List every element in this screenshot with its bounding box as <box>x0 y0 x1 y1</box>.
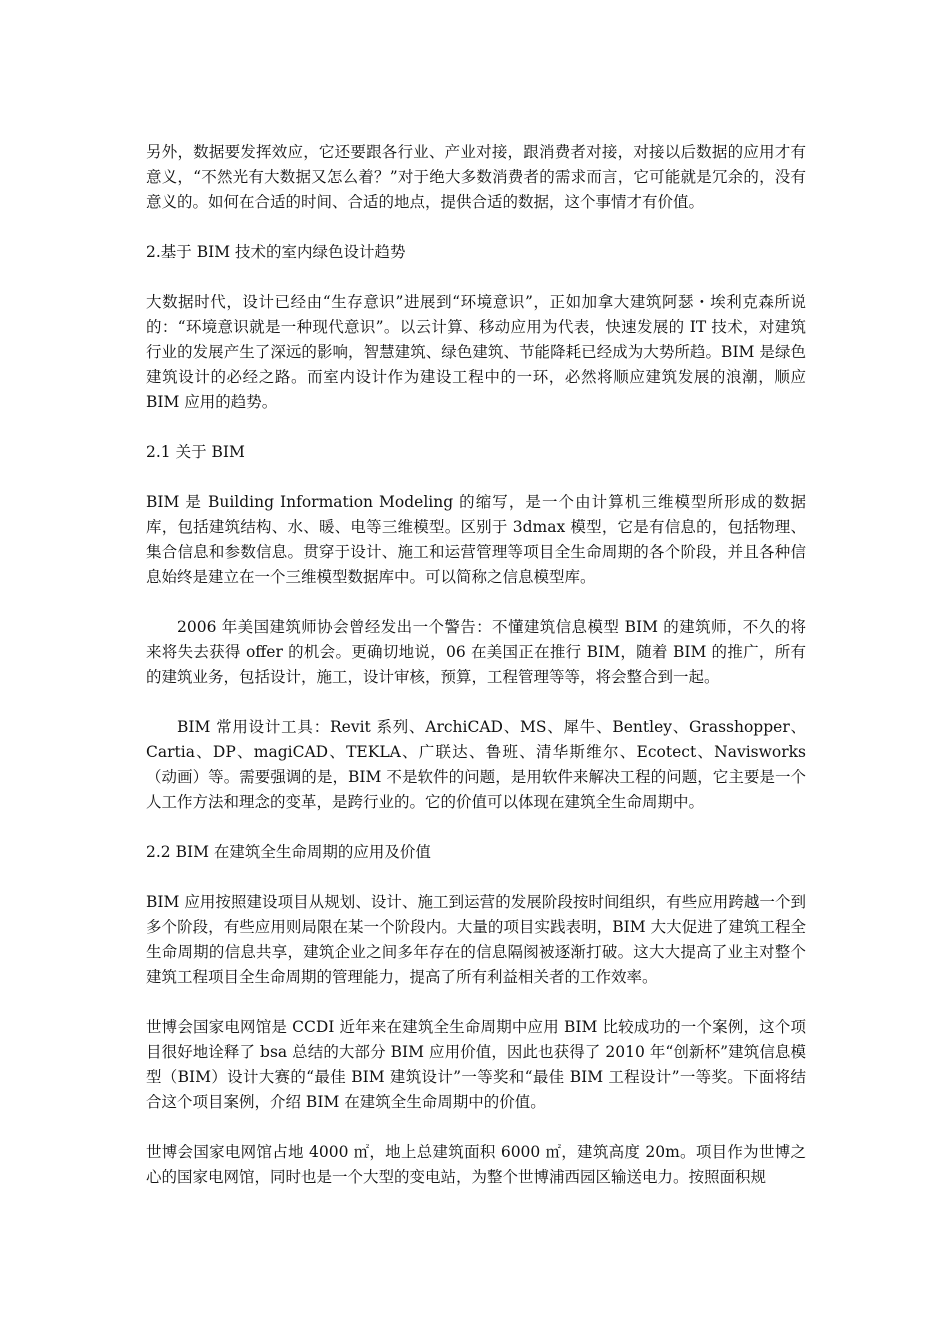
paragraph-bim-application: BIM 应用按照建设项目从规划、设计、施工到运营的发展阶段按时间组织，有些应用跨越一个到多个阶段，有些应用则局限在某一个阶段内。大量的项目实践表明，BIM 大大促进了建筑工程全生命周期的信息共享，建筑企业之间多年存在的信息隔阂被逐渐打破。这大大提高了业主对整个建筑工程项目全生命周期的管理能力，提高了所有利益相关者的工作效率。 <box>146 893 806 986</box>
section-heading-about-bim: 2.1 关于 BIM <box>146 443 245 461</box>
paragraph-data-value: 另外，数据要发挥效应，它还要跟各行业、产业对接，跟消费者对接，对接以后数据的应用才有意义，“不然光有大数据又怎么着？”对于绝大多数消费者的需求而言，它可能就是冗余的，没有意义的。如何在合适的时间、合适的地点，提供合适的数据，这个事情才有价值。 <box>146 143 806 211</box>
section-heading-bim-lifecycle: 2.2 BIM 在建筑全生命周期的应用及价值 <box>146 843 431 861</box>
paragraph-expo-details: 世博会国家电网馆占地 4000 ㎡，地上总建筑面积 6000 ㎡，建筑高度 20m。项目作为世博之心的国家电网馆，同时也是一个大型的变电站，为整个世博浦西园区输送电力。按照面积规 <box>146 1143 806 1186</box>
paragraph-expo-case: 世博会国家电网馆是 CCDI 近年来在建筑全生命周期中应用 BIM 比较成功的一个案例，这个项目很好地诠释了 bsa 总结的大部分 BIM 应用价值，因此也获得了 2010 年“创新杯”建筑信息模型（BIM）设计大赛的“最佳 BIM 建筑设计”一等奖和“最佳 BIM 工程设计”一等奖。下面将结合这个项目案例，介绍 BIM 在建筑全生命周期中的价值。 <box>146 1018 806 1111</box>
document-body <box>146 140 806 1215</box>
section-heading-bim-green-design: 2.基于 BIM 技术的室内绿色设计趋势 <box>146 243 406 261</box>
paragraph-bim-tools: BIM 常用设计工具：Revit 系列、ArchiCAD、MS、犀牛、Bentley、Grasshopper、Cartia、DP、magiCAD、TEKLA、广联达、鲁班、清华斯维尔、Ecotect、Navisworks（动画）等。需要强调的是，BIM 不是软件的问题，是用软件来解决工程的问题，它主要是一个人工作方法和理念的变革，是跨行业的。它的价值可以体现在建筑全生命周期中。 <box>146 718 806 811</box>
paragraph-aia-warning: 2006 年美国建筑师协会曾经发出一个警告：不懂建筑信息模型 BIM 的建筑师，不久的将来将失去获得 offer 的机会。更确切地说，06 在美国正在推行 BIM，随着 BIM 的推广，所有的建筑业务，包括设计，施工，设计审核，预算，工程管理等等，将会整合到一起。 <box>146 618 806 686</box>
paragraph-big-data-era: 大数据时代，设计已经由“生存意识”进展到“环境意识”，正如加拿大建筑阿瑟・埃利克森所说的：“环境意识就是一种现代意识”。以云计算、移动应用为代表，快速发展的 IT 技术，对建筑行业的发展产生了深远的影响，智慧建筑、绿色建筑、节能降耗已经成为大势所趋。BIM 是绿色建筑设计的必经之路。而室内设计作为建设工程中的一环，必然将顺应建筑发展的浪潮，顺应 BIM 应用的趋势。 <box>146 293 806 411</box>
paragraph-bim-definition: BIM 是 Building Information Modeling 的缩写，是一个由计算机三维模型所形成的数据库，包括建筑结构、水、暖、电等三维模型。区别于 3dmax 模型，它是有信息的，包括物理、集合信息和参数信息。贯穿于设计、施工和运营管理等项目全生命周期的各个阶段，并且各种信息始终是建立在一个三维模型数据库中。可以简称之信息模型库。 <box>146 493 806 586</box>
